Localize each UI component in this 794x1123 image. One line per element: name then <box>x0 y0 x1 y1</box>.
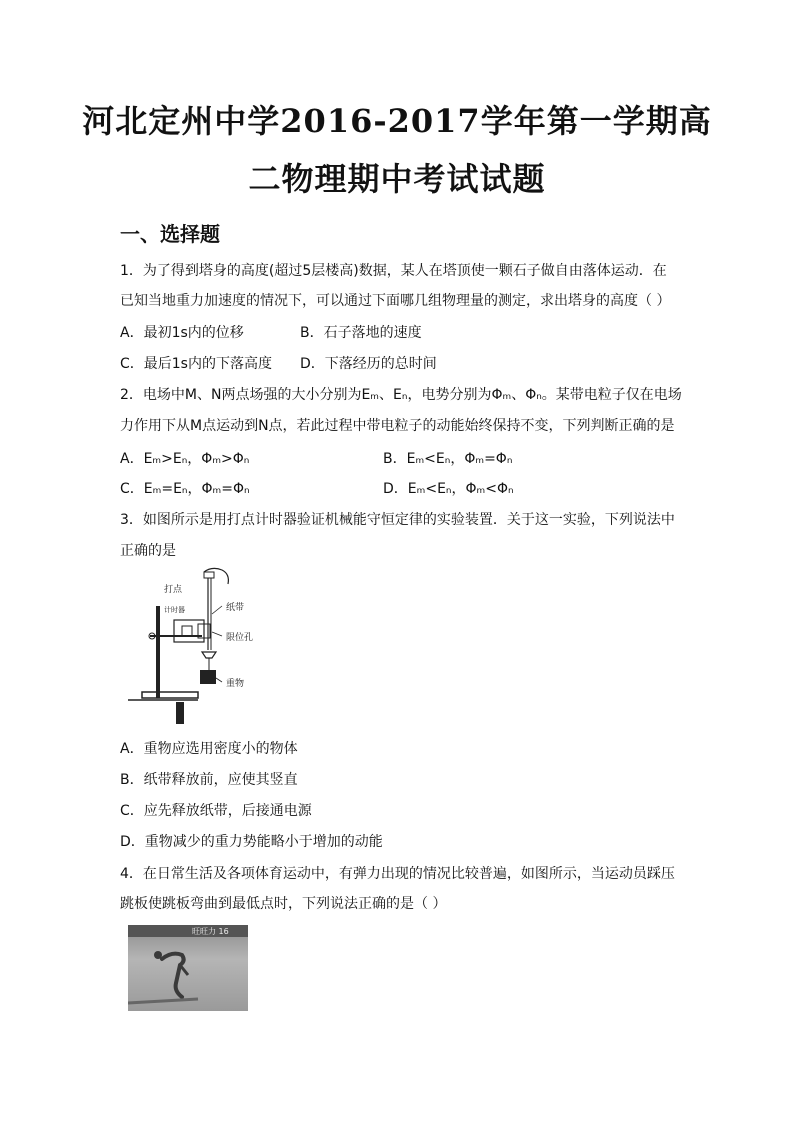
q3-stem-line-1: 3．如图所示是用打点计时器验证机械能守恒定律的实验装置．关于这一实验，下列说法中 <box>120 512 675 528</box>
q2-option-d: D．Eₘ<Eₙ，Φₘ<Φₙ <box>383 481 514 497</box>
q3-option-a: A．重物应选用密度小的物体 <box>120 741 298 757</box>
fig-label-weight: 重物 <box>226 679 245 689</box>
fig-label-tape: 纸带 <box>226 603 245 613</box>
fig-label-hole: 限位孔 <box>226 633 254 643</box>
apparatus-figure <box>128 564 268 726</box>
q2-option-c: C．Eₘ=Eₙ，Φₘ=Φₙ <box>120 481 250 497</box>
q3-option-b: B．纸带释放前，应使其竖直 <box>120 772 298 788</box>
q1-option-a: A．最初1s内的位移 <box>120 325 244 341</box>
q2-stem-line-2: 力作用下从M点运动到N点，若此过程中带电粒子的动能始终保持不变，下列判断正确的是 <box>120 418 675 434</box>
q3-option-d: D．重物减少的重力势能略小于增加的动能 <box>120 834 383 850</box>
page-title-line-1: 河北定州中学2016-2017学年第一学期高 <box>82 102 712 140</box>
section-heading-choice: 一、选择题 <box>120 222 220 246</box>
photo-banner-text: 旺旺力 16 <box>192 927 229 936</box>
q4-stem-line-2: 跳板使跳板弯曲到最低点时，下列说法正确的是（ ） <box>120 896 447 912</box>
q1-stem-line-2: 已知当地重力加速度的情况下，可以通过下面哪几组物理量的测定，求出塔身的高度（ ） <box>120 293 671 309</box>
q1-option-d: D．下落经历的总时间 <box>300 356 437 372</box>
q2-option-b: B．Eₘ<Eₙ，Φₘ=Φₙ <box>383 451 513 467</box>
q3-option-c: C．应先释放纸带，后接通电源 <box>120 803 312 819</box>
q2-option-a: A．Eₘ>Eₙ，Φₘ>Φₙ <box>120 451 250 467</box>
q4-stem-line-1: 4．在日常生活及各项体育运动中，有弹力出现的情况比较普遍，如图所示，当运动员踩压 <box>120 866 675 882</box>
q3-stem-line-2: 正确的是 <box>120 543 176 559</box>
page-title-line-2: 二物理期中考试试题 <box>248 160 546 198</box>
diver-photo <box>128 925 248 1011</box>
q1-option-b: B．石子落地的速度 <box>300 325 422 341</box>
q1-stem-line-1: 1．为了得到塔身的高度(超过5层楼高)数据，某人在塔顶使一颗石子做自由落体运动．在 <box>120 263 667 279</box>
q1-option-c: C．最后1s内的下落高度 <box>120 356 272 372</box>
fig-label-timer-2: 计时器 <box>164 606 185 614</box>
q2-stem-line-1: 2．电场中M、N两点场强的大小分别为Eₘ、Eₙ，电势分别为Φₘ、Φₙ。某带电粒子仅在电场 <box>120 387 682 403</box>
fig-label-timer: 打点 <box>164 585 183 595</box>
